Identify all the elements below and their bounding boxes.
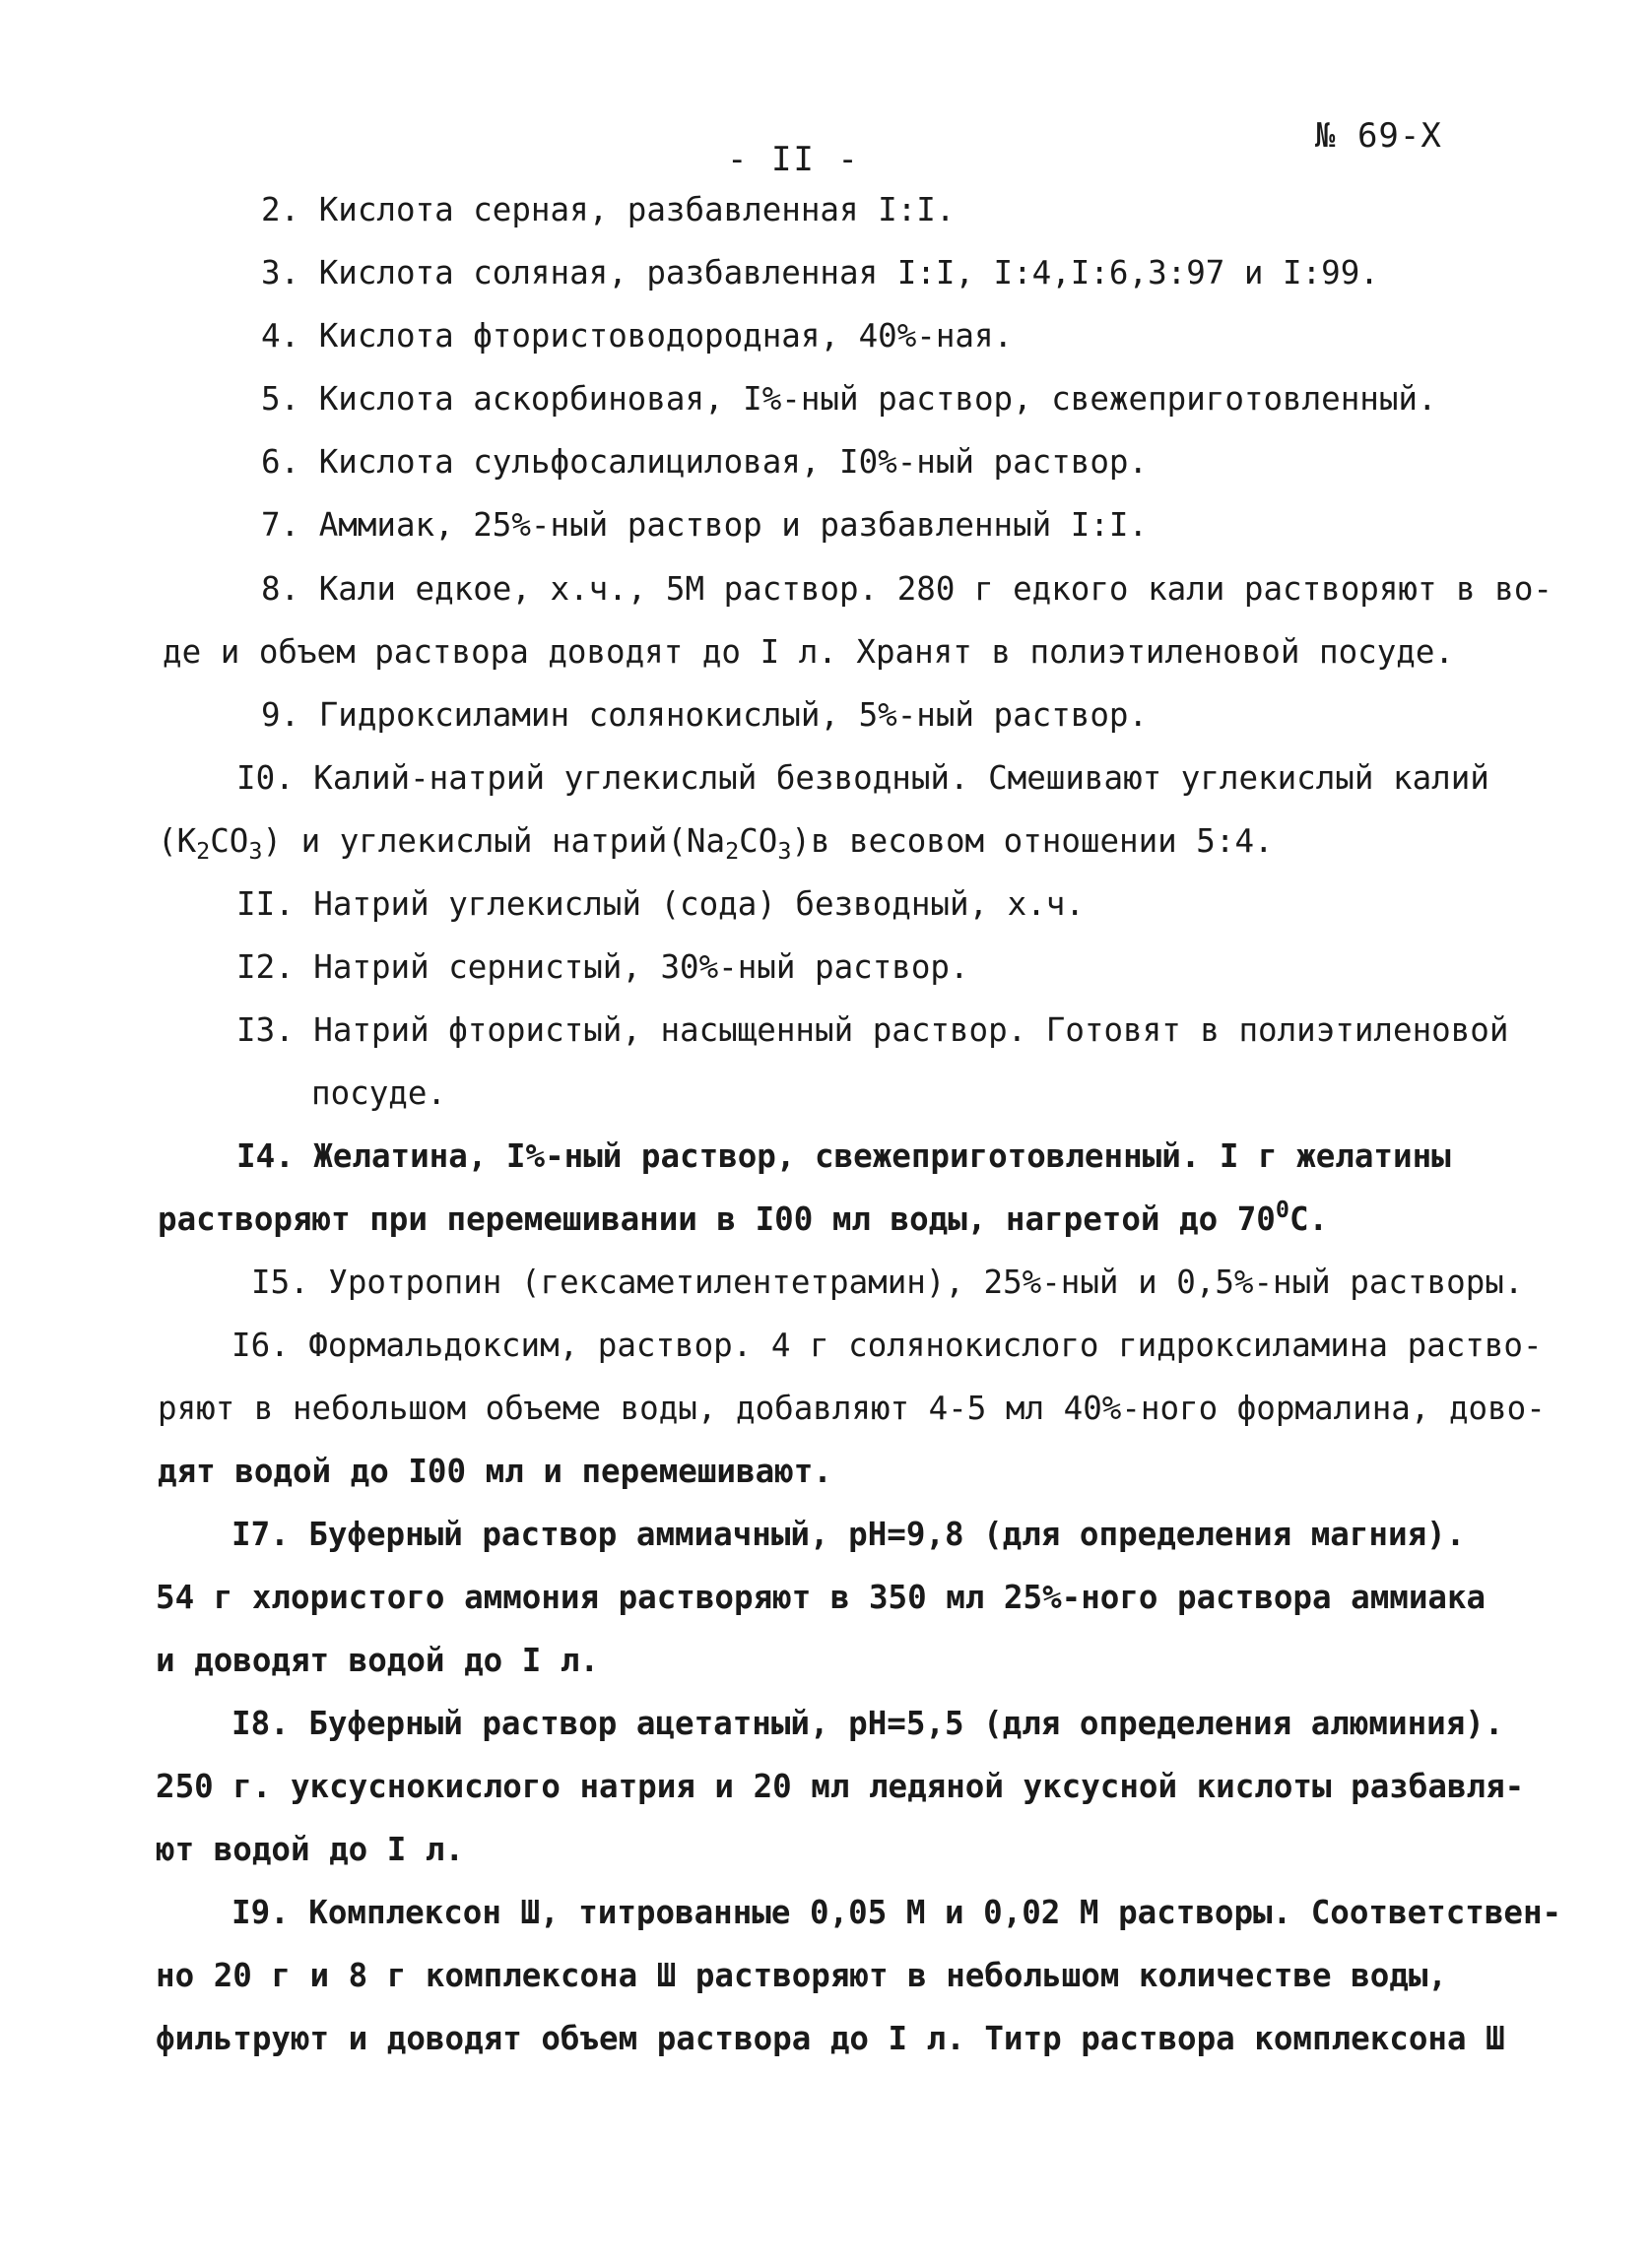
formula-part: CO bbox=[739, 822, 778, 860]
text-line: I0. Калий-натрий углекислый безводный. Смешивают углекислый калий bbox=[236, 759, 1489, 797]
degree-superscript: 0 bbox=[1275, 1196, 1289, 1224]
formula-subscript: 2 bbox=[196, 837, 211, 866]
text-line: 2. Кислота серная, разбавленная I:I. bbox=[261, 191, 956, 228]
formula-part: )в весовом отношении 5:4. bbox=[791, 822, 1274, 860]
text-line: посуде. bbox=[311, 1074, 446, 1112]
formula-part: (K bbox=[158, 822, 197, 860]
text-line: дят водой до I00 мл и перемешивают. bbox=[158, 1453, 832, 1490]
text-line: I5. Уротропин (гексаметилентетрамин), 25%-ный и 0,5%-ный растворы. bbox=[251, 1264, 1524, 1301]
text-line: ют водой до I л. bbox=[156, 1831, 465, 1868]
formula-part: ) и углекислый натрий(Na bbox=[262, 822, 726, 860]
text-line-superscript bbox=[158, 1196, 1329, 1239]
text-line: 54 г хлористого аммония растворяют в 350 мл 25%-ного раствора аммиака bbox=[156, 1579, 1487, 1616]
document-number: № 69-Х bbox=[1315, 116, 1442, 156]
page-number: - II - bbox=[727, 140, 860, 179]
text-line: I9. Комплексон Ш, титрованные 0,05 М и 0,02 М растворы. Соответствен- bbox=[231, 1894, 1562, 1931]
formula-subscript: 3 bbox=[777, 837, 792, 866]
formula-part: CO bbox=[210, 822, 249, 860]
text-line: де и объем раствора доводят до I л. Хранят в полиэтиленовой посуде. bbox=[163, 633, 1454, 671]
text-line: I7. Буферный раствор аммиачный, рН=9,8 (для определения магния). bbox=[231, 1516, 1466, 1553]
text-line-formula bbox=[158, 821, 1274, 866]
text-line: ряют в небольшом объеме воды, добавляют 4-5 мл 40%-ного формалина, дово- bbox=[158, 1390, 1546, 1427]
text-line: I4. Желатина, I%-ный раствор, свежеприготовленный. I г желатины bbox=[236, 1137, 1451, 1175]
text-line: но 20 г и 8 г комплексона Ш растворяют в небольшом количестве воды, bbox=[156, 1957, 1447, 1994]
text-line: I3. Натрий фтористый, насыщенный раствор. Готовят в полиэтиленовой bbox=[236, 1011, 1509, 1049]
text-line: 6. Кислота сульфосалициловая, I0%-ный раствор. bbox=[261, 443, 1149, 481]
text-line: I2. Натрий сернистый, 30%-ный раствор. bbox=[236, 948, 969, 986]
text-line: и доводят водой до I л. bbox=[156, 1642, 600, 1679]
text-line: I8. Буферный раствор ацетатный, рН=5,5 (для определения алюминия). bbox=[231, 1705, 1504, 1742]
text-line: 8. Кали едкое, х.ч., 5М раствор. 280 г едкого кали растворяют в во- bbox=[261, 570, 1553, 608]
text-line: 5. Кислота аскорбиновая, I%-ный раствор, свежеприготовленный. bbox=[261, 380, 1437, 418]
text-line: 3. Кислота соляная, разбавленная I:I, I:4,I:6,3:97 и I:99. bbox=[261, 254, 1379, 292]
text-line: 250 г. уксуснокислого натрия и 20 мл ледяной уксусной кислоты разбавля- bbox=[156, 1768, 1525, 1805]
text-line: фильтруют и доводят объем раствора до I л. Титр раствора комплексона Ш bbox=[156, 2020, 1505, 2057]
formula-subscript: 3 bbox=[248, 837, 263, 866]
text-line: II. Натрий углекислый (сода) безводный, х.ч. bbox=[236, 885, 1085, 923]
text-line: 4. Кислота фтористоводородная, 40%-ная. bbox=[261, 317, 1014, 355]
text-line: 9. Гидроксиламин солянокислый, 5%-ный раствор. bbox=[261, 696, 1149, 734]
text-line: I6. Формальдоксим, раствор. 4 г солянокислого гидроксиламина раство- bbox=[231, 1327, 1543, 1364]
text-line: 7. Аммиак, 25%-ный раствор и разбавленный I:I. bbox=[261, 506, 1149, 544]
formula-subscript: 2 bbox=[725, 837, 740, 866]
text-part: С. bbox=[1289, 1200, 1329, 1238]
text-part: растворяют при перемешивании в I00 мл воды, нагретой до 70 bbox=[158, 1200, 1276, 1238]
